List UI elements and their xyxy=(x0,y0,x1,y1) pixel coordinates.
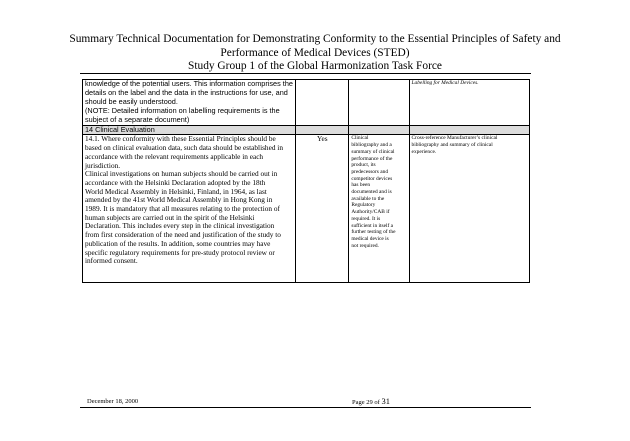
table-row-14-1 xyxy=(83,135,530,283)
applicability-cell: Yes xyxy=(296,135,349,283)
applicability-cell xyxy=(296,80,349,126)
footer-divider xyxy=(80,407,531,408)
header-title-line-1: Summary Technical Documentation for Demonstrating Conformity to the Essential Principles of Safety and xyxy=(69,33,561,45)
header-subtitle: Study Group 1 of the Global Harmonization Task Force xyxy=(188,60,442,72)
method-cell xyxy=(349,80,409,126)
document-header xyxy=(0,33,630,74)
method-cell: Clinical bibliography and a summary of clinical performance of the product, its predecessors and competitor devices has been documented and is available to the Regulatory Authority/CAB if required. It is sufficient in itself a further testing of the medical device is not required. xyxy=(349,135,409,283)
reference-cell: Cross-reference Manufacturer’s clinical bibliography and summary of clinical experience. xyxy=(409,135,529,283)
essential-principles-table xyxy=(82,79,530,283)
table-row-labelling-continued xyxy=(83,80,530,126)
footer-date: December 18, 2000 xyxy=(87,398,139,405)
section-heading-row xyxy=(83,125,530,135)
reference-cell: Labelling for Medical Devices. xyxy=(409,80,529,126)
principle-text-cell: 14.1. Where conformity with these Essential Principles should be based on clinical evaluation data, such data should be established in accordance with the relevant requirements applicable in each jurisdiction. Clinical investigations on human subjects should be carried out in accordance with the Helsinki Declaration adopted by the 18th World Medical Assembly in Helsinki, Finland, in 1964, as last amended by the 41st World Medical Assembly in Hong Kong in 1989. It is mandatory that all measures relating to the protection of human subjects are carried out in the spirit of the Helsinki Declaration. This includes every step in the clinical investigation from first consideration of the need and justification of the study to publication of the results. In addition, some countries may have specific regulatory requirements for pre-study protocol review or informed consent. xyxy=(83,135,296,283)
principle-text-cell: knowledge of the potential users. This information comprises the details on the label and the data in the instructions for use, and should be easily understood. (NOTE: Detailed information on labelling requirements is the subject of a separate document) xyxy=(83,80,296,126)
section-title: 14 Clinical Evaluation xyxy=(83,125,296,135)
header-title-line-2: Performance of Medical Devices (STED) xyxy=(220,46,410,59)
header-divider xyxy=(80,73,531,74)
page-number: Page 29 of 31 xyxy=(352,396,390,406)
